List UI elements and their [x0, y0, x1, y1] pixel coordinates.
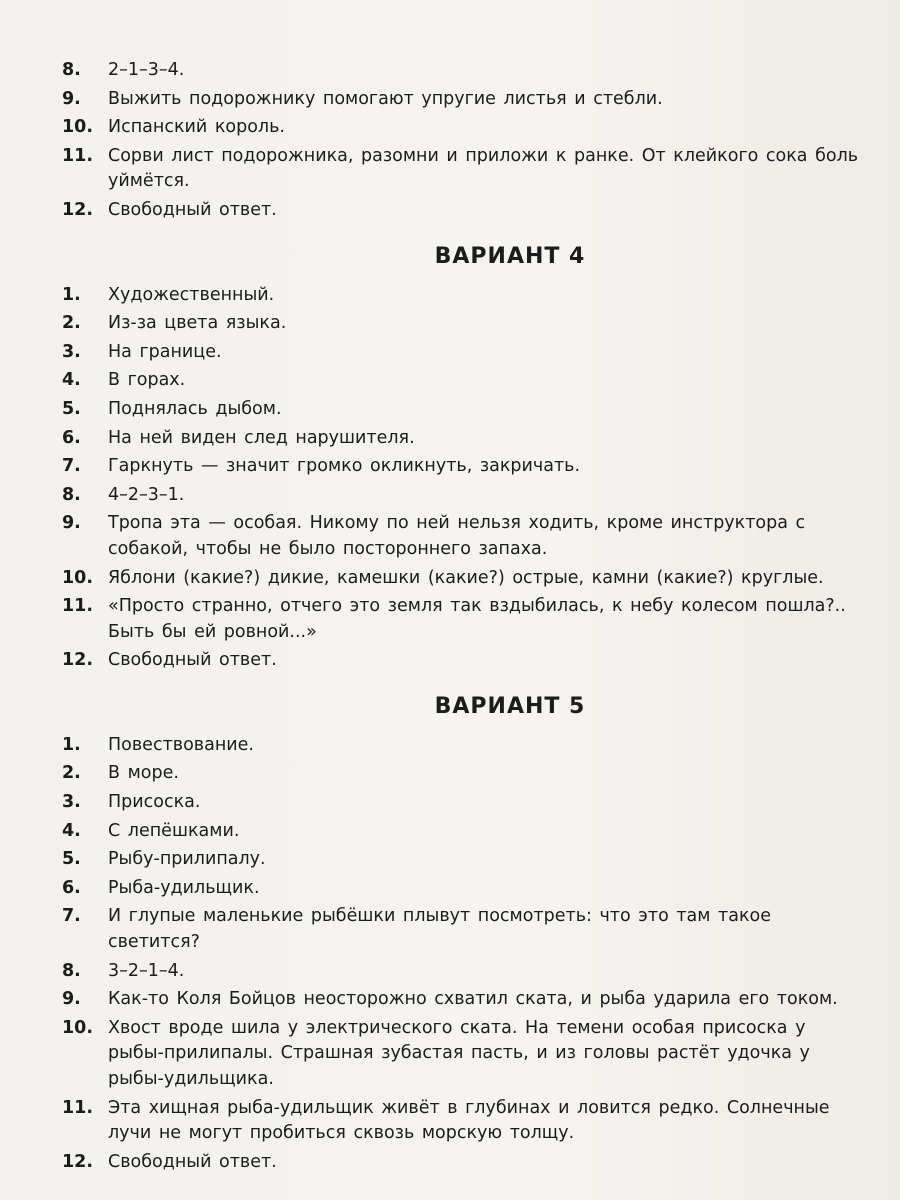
- answer-text: Тропа эта — особая. Никому по ней нельзя ходить, кроме инструктора с собакой, чтобы не было постороннего запаха.: [108, 513, 806, 559]
- section-variant-4: [62, 283, 862, 674]
- answer-item: [62, 1096, 862, 1147]
- answer-number: 12.: [62, 199, 94, 220]
- answer-number: 1.: [62, 284, 81, 305]
- answer-item: [62, 987, 862, 1013]
- answer-text: Художественный.: [108, 284, 275, 305]
- answer-item: [62, 311, 862, 337]
- answer-text: Эта хищная рыба-удильщик живёт в глубинах и ловится редко. Солнечные лучи не могут пробиться сквозь морскую толщу.: [108, 1097, 830, 1144]
- answer-text: Яблони (какие?) дикие, камешки (какие?) острые, камни (какие?) круглые.: [108, 567, 824, 588]
- answer-number: 10.: [62, 117, 94, 138]
- answer-number: 3.: [62, 792, 81, 813]
- answer-text: Хвост вроде шила у электрического ската. На темени особая присоска у рыбы-прилипалы. Страшная зубастая пасть, и из головы растёт удочка у рыбы-удильщика.: [108, 1017, 810, 1089]
- answer-text: Присоска.: [108, 792, 201, 813]
- answer-item: [62, 483, 862, 509]
- answer-text: Свободный ответ.: [108, 199, 277, 220]
- answer-item: [62, 283, 862, 309]
- answer-item: [62, 115, 862, 141]
- answer-item: [62, 454, 862, 480]
- answer-item: [62, 144, 862, 195]
- answer-text: 3–2–1–4.: [108, 960, 185, 981]
- answer-item: [62, 87, 862, 113]
- answer-number: 7.: [62, 906, 81, 927]
- answer-item: [62, 511, 862, 562]
- answer-number: 8.: [62, 484, 81, 505]
- answer-number: 11.: [62, 596, 94, 617]
- answer-item: [62, 58, 862, 84]
- answer-text: С лепёшками.: [108, 820, 240, 841]
- answer-item: [62, 594, 862, 645]
- answer-item: [62, 397, 862, 423]
- answer-number: 5.: [62, 398, 81, 419]
- answer-number: 10.: [62, 1017, 94, 1038]
- answer-number: 8.: [62, 960, 81, 981]
- answer-text: «Просто странно, отчего это земля так вздыбилась, к небу колесом пошла?.. Быть бы ей ровной...»: [108, 596, 846, 642]
- answer-item: [62, 733, 862, 759]
- answer-text: И глупые маленькие рыбёшки плывут посмотреть: что это там такое светится?: [108, 906, 771, 953]
- answer-item: [62, 648, 862, 674]
- answer-item: [62, 566, 862, 592]
- answer-text: Выжить подорожнику помогают упругие листья и стебли.: [108, 88, 663, 109]
- answer-item: [62, 790, 862, 816]
- section-continuation: [62, 58, 862, 224]
- answer-text: Гаркнуть — значит громко окликнуть, закричать.: [108, 456, 581, 477]
- answer-text: На ней виден след нарушителя.: [108, 427, 415, 448]
- answer-text: 4–2–3–1.: [108, 484, 185, 505]
- answer-text: Свободный ответ.: [108, 1151, 277, 1172]
- answer-item: [62, 1016, 862, 1093]
- answer-item: [62, 959, 862, 985]
- answer-number: 9.: [62, 513, 81, 534]
- answer-item: [62, 426, 862, 452]
- answer-text: Свободный ответ.: [108, 650, 277, 671]
- answer-number: 11.: [62, 1097, 94, 1118]
- answer-number: 12.: [62, 650, 94, 671]
- answer-number: 3.: [62, 341, 81, 362]
- section-title-variant-5: ВАРИАНТ 5: [434, 693, 586, 719]
- answer-number: 7.: [62, 456, 81, 477]
- answer-text: Сорви лист подорожника, разомни и приложи к ранке. От клейкого сока боль уймётся.: [108, 145, 859, 192]
- answer-number: 4.: [62, 820, 81, 841]
- answer-number: 12.: [62, 1151, 94, 1172]
- answer-number: 5.: [62, 849, 81, 870]
- answer-item: [62, 761, 862, 787]
- answer-item: [62, 847, 862, 873]
- answer-number: 11.: [62, 145, 94, 166]
- answer-text: На границе.: [108, 341, 222, 362]
- answer-item: [62, 1150, 862, 1176]
- answer-number: 1.: [62, 734, 81, 755]
- answer-text: Испанский король.: [108, 117, 285, 138]
- answer-number: 4.: [62, 370, 81, 391]
- section-variant-5: [62, 733, 862, 1176]
- answer-text: Повествование.: [108, 734, 254, 755]
- answer-item: [62, 198, 862, 224]
- answer-number: 6.: [62, 427, 81, 448]
- answer-text: Из-за цвета языка.: [108, 313, 287, 334]
- section-title-variant-4: ВАРИАНТ 4: [434, 243, 586, 269]
- answer-item: [62, 819, 862, 845]
- answer-item: [62, 876, 862, 902]
- answer-item: [62, 340, 862, 366]
- answer-text: В море.: [108, 763, 179, 784]
- answer-number: 8.: [62, 60, 81, 80]
- answer-number: 2.: [62, 763, 81, 784]
- answer-text: Рыбу-прилипалу.: [108, 849, 266, 870]
- answer-number: 6.: [62, 877, 81, 898]
- answer-number: 2.: [62, 313, 81, 334]
- answer-text: В горах.: [108, 370, 186, 391]
- answer-text: Рыба-удильщик.: [108, 877, 260, 898]
- answer-number: 10.: [62, 567, 94, 588]
- answer-number: 9.: [62, 88, 81, 109]
- answer-item: [62, 368, 862, 394]
- answers-column: [62, 58, 862, 1175]
- answer-text: 2–1–3–4.: [108, 60, 185, 80]
- answer-text: Поднялась дыбом.: [108, 398, 282, 419]
- answer-number: 9.: [62, 989, 81, 1010]
- answer-text: Как-то Коля Бойцов неосторожно схватил ската, и рыба ударила его током.: [108, 989, 838, 1010]
- answer-item: [62, 904, 862, 955]
